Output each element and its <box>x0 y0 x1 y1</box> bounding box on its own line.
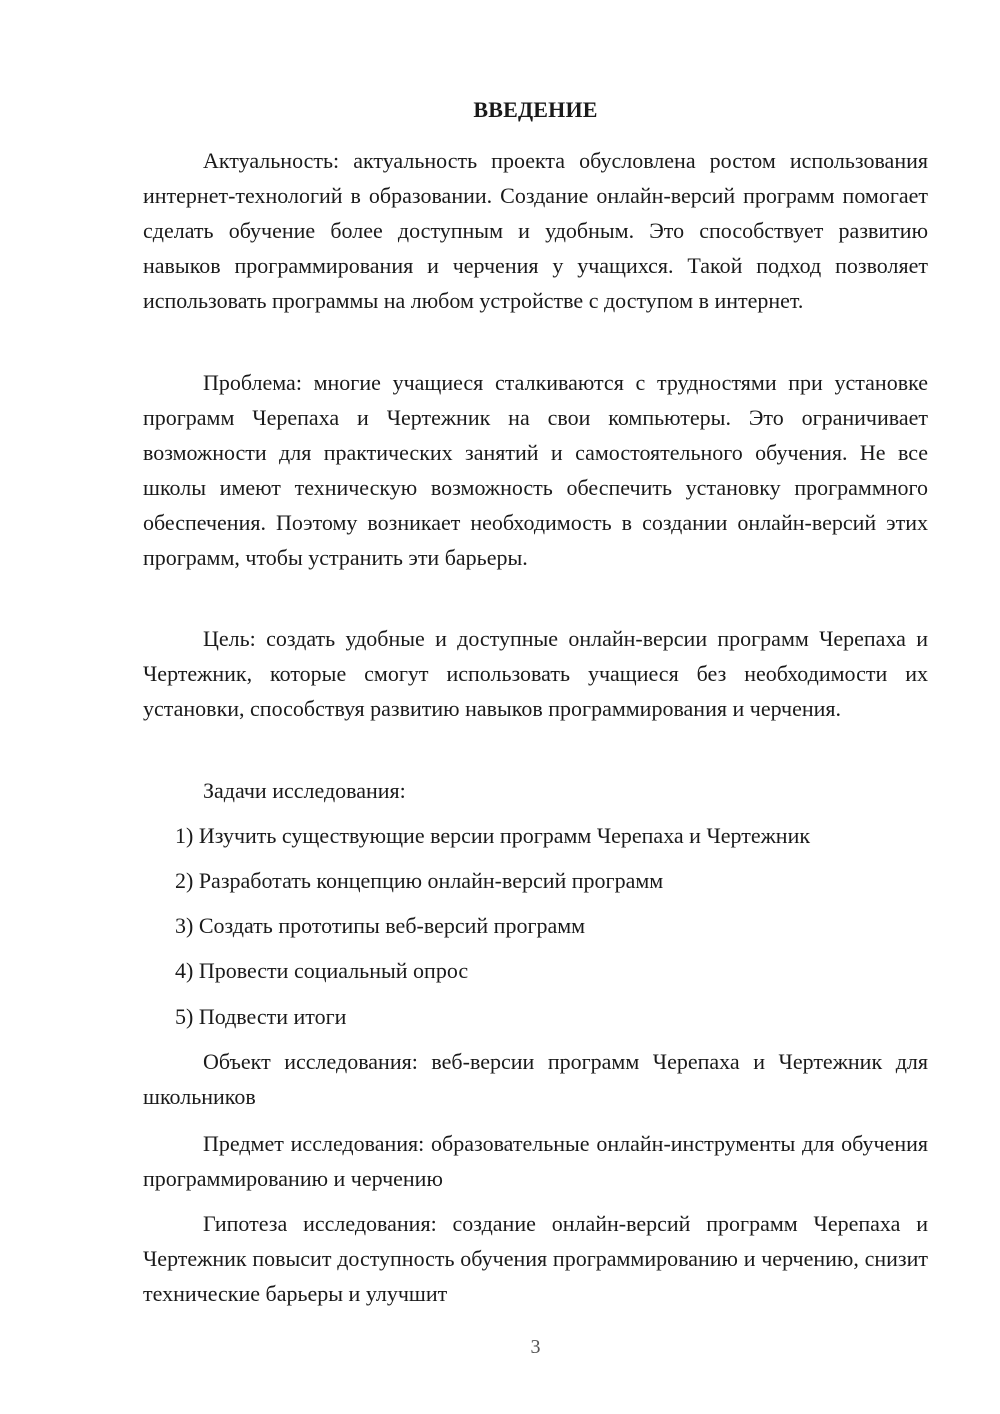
task-item: 2) Разработать концепцию онлайн-версий программ <box>175 868 664 893</box>
task-item: 3) Создать прототипы веб-версий программ <box>175 913 586 938</box>
object-paragraph: Объект исследования: веб-версии программ Черепаха и Чертежник для школьников <box>143 1049 928 1109</box>
task-item: 4) Провести социальный опрос <box>175 958 469 983</box>
tasks-label: Задачи исследования: <box>203 778 406 803</box>
task-item: 1) Изучить существующие версии программ Черепаха и Чертежник <box>175 823 811 848</box>
relevance-paragraph: Актуальность: актуальность проекта обусловлена ростом использования интернет-технологий в образовании. Создание онлайн-версий программ помогает сделать обучение более доступным и удобным. Это способствует развитию навыков программирования и черчения у учащихся. Такой подход позволяет использовать программы на любом устройстве с доступом в интернет. <box>143 148 928 313</box>
problem-paragraph: Проблема: многие учащиеся сталкиваются с трудностями при установке программ Черепаха и Чертежник на свои компьютеры. Это ограничивает возможности для практических занятий и самостоятельного обучения. Не все школы имеют техническую возможность обеспечить установку программного обеспечения. Поэтому возникает необходимость в создании онлайн-версий этих программ, чтобы устранить эти барьеры. <box>143 370 928 570</box>
goal-paragraph: Цель: создать удобные и доступные онлайн-версии программ Черепаха и Чертежник, которые смогут использовать учащиеся без необходимости их установки, способствуя развитию навыков программирования и черчения. <box>143 626 928 721</box>
section-title: ВВЕДЕНИЕ <box>473 97 598 122</box>
task-item: 5) Подвести итоги <box>175 1004 347 1029</box>
hypothesis-paragraph: Гипотеза исследования: создание онлайн-версий программ Черепаха и Чертежник повысит доступность обучения программированию и черчению, снизит технические барьеры и улучшит <box>143 1211 928 1306</box>
page-number: 3 <box>530 1336 541 1358</box>
subject-paragraph: Предмет исследования: образовательные онлайн-инструменты для обучения программированию и черчению <box>143 1131 928 1191</box>
